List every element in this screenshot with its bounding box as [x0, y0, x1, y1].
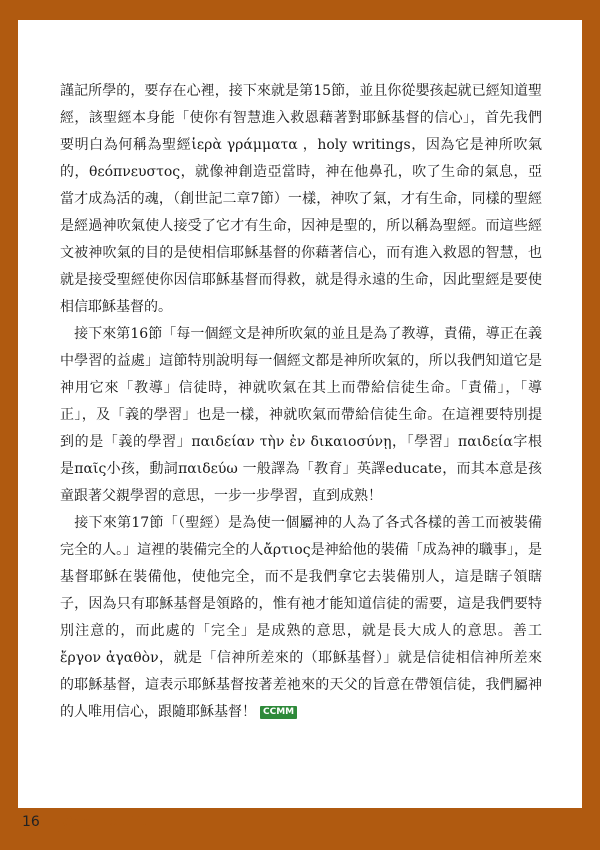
page-number: 16 [22, 814, 40, 830]
paragraph-3 [60, 510, 542, 726]
footer-divider [48, 815, 49, 829]
magazine-logo: 路加 [56, 814, 93, 835]
page-footer [22, 808, 149, 836]
article-body [60, 78, 542, 726]
paragraph-3-text: 接下來第17節「（聖經）是為使一個屬神的人為了各式各樣的善工而被裝備完全的人。」這裡的裝備完全的人ἄρτιος是神給他的裝備「成為神的職事」，是基督耶穌在裝備他，使他完全，而不是我們拿它去裝備別人，這是瞎子領瞎子，因為只有耶穌基督是領路的，惟有祂才能知道信徒的需要，這是我們要特別注意的，而此處的「完全」是成熟的意思，就是長大成人的意思。善工ἔργον ἀγαθὸν，就是「信神所差來的（耶穌基督）」就是信徒相信神所差來的耶穌基督，這表示耶穌基督按著差祂來的天父的旨意在帶領信徒，我們屬神的人唯用信心，跟隨耶穌基督！ [60, 515, 542, 720]
ccmm-badge: CCMM [260, 706, 297, 719]
issue-number: No.371 [98, 814, 149, 830]
paragraph-1: 謹記所學的，要存在心裡，接下來就是第15節，並且你從嬰孩起就已經知道聖經，該聖經本身能「使你有智慧進入救恩藉著對耶穌基督的信心」，首先我們要明白為何稱為聖經ἱερὰ γράμματα ，holy writings，因為它是神所吹氣的，θεόπνευστος，就像神創造亞當時，神在他鼻孔，吹了生命的氣息，亞當才成為活的魂，（創世記二章7節）一樣，神吹了氣，才有生命，同樣的聖經是經過神吹氣使人接受了它才有生命，因神是聖的，所以稱為聖經。而這些經文被神吹氣的目的是使相信耶穌基督的你藉著信心，而有進入救恩的智慧，也就是接受聖經使你因信耶穌基督而得救，就是得永遠的生命，因此聖經是要使相信耶穌基督的。 [60, 83, 542, 315]
paragraph-2: 接下來第16節「每一個經文是神所吹氣的並且是為了教導，責備，導正在義中學習的益處」這節特別說明每一個經文都是神所吹氣的，所以我們知道它是神用它來「教導」信徒時，神就吹氣在其上而帶給信徒生命。「責備」，「導正」，及「義的學習」也是一樣，神就吹氣而帶給信徒生命。在這裡要特別提到的是「義的學習」παιδείαν τὴν ἐν δικαιοσύνῃ，「學習」παιδεία字根是παῖς小孩，動詞παιδεύω 一般譯為「教育」英譯educate，而其本意是孩童跟著父親學習的意思，一步一步學習，直到成熟！ [60, 326, 542, 504]
